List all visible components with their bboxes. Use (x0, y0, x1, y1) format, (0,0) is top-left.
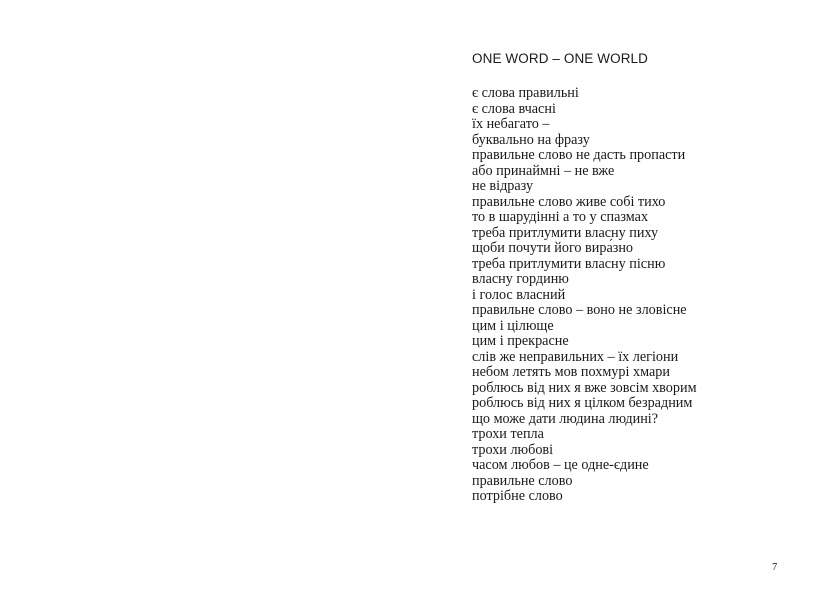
poem-line: трохи любові (472, 441, 554, 458)
page-number: 7 (772, 562, 778, 573)
poem-line: правильне слово – воно не зловісне (472, 302, 687, 318)
poem-line: треба притлумити власну пісню (472, 255, 666, 272)
poem-line: правильне слово не дасть пропасти (472, 147, 686, 163)
poem-line: щоби почути його вира́зно (472, 240, 634, 256)
poem-line: цим і прекрасне (472, 333, 569, 349)
poem-line: буквально на фразу (472, 131, 590, 148)
poem-line: або принаймні – не вже (472, 162, 615, 179)
poem-line: часом любов – це одне-єдине (472, 457, 649, 473)
poem-line: що може дати людина людині? (472, 410, 659, 427)
poem-line: цим і цілюще (472, 317, 554, 334)
poem-line: правильне слово живе собі тихо (472, 193, 666, 210)
poem-title: ONE WORD – ONE WORLD (472, 51, 649, 66)
poem-line: роблюсь від них я вже зовсім хворим (472, 379, 697, 396)
poem-line: потрібне слово (472, 488, 563, 504)
poem-line: є слова правильні (472, 85, 579, 101)
poem-line: то в шарудінні а то у спазмах (472, 209, 649, 225)
poem-line: їх небагато – (472, 116, 550, 132)
poem-line: роблюсь від них я цілком безрадним (472, 395, 693, 411)
poem-body (472, 86, 697, 505)
poem-line: є слова вчасні (472, 100, 556, 117)
poem-line: небом летять мов похмурі хмари (472, 364, 670, 380)
poem-line: і голос власний (472, 286, 566, 303)
poem-line: слів же неправильних – їх легіони (472, 348, 679, 365)
poem-line: трохи тепла (472, 426, 544, 442)
poem-line: правильне слово (472, 472, 573, 489)
poem-line: не відразу (472, 178, 534, 194)
poem-line: треба притлумити власну пиху (472, 224, 659, 241)
poem-line: власну гординю (472, 271, 569, 287)
